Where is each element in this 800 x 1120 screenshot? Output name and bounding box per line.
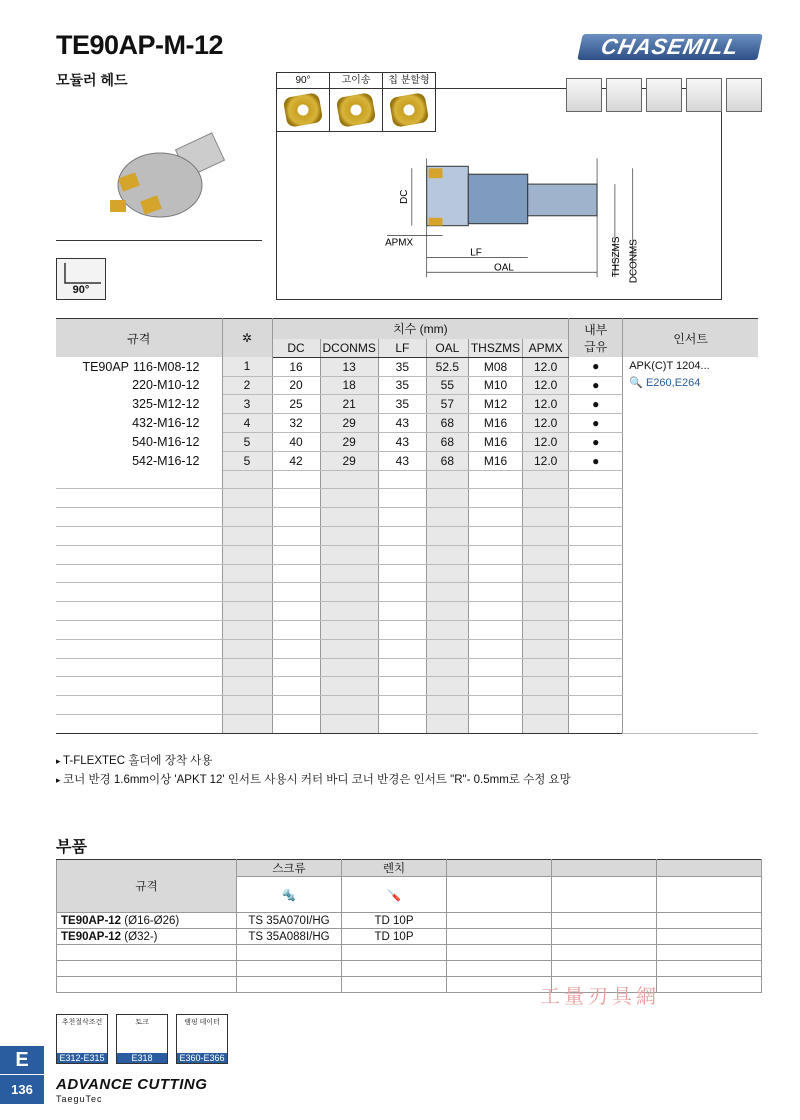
notes bbox=[56, 752, 571, 790]
header-teeth-icon: ✲ bbox=[222, 319, 272, 358]
spec-row: 540-M16-12 5 40 29 43 68 M16 12.0 ● bbox=[56, 432, 758, 451]
spec-row: 432-M16-12 4 32 29 43 68 M16 12.0 ● bbox=[56, 414, 758, 433]
label-dc: DC bbox=[398, 189, 410, 204]
angle-label: 90° bbox=[72, 284, 90, 296]
label-thszms: THSZMS bbox=[610, 236, 622, 278]
col-apmx: APMX bbox=[523, 339, 569, 358]
parts-row: TE90AP-12 (Ø16-Ø26) TS 35A070I/HG TD 10P bbox=[57, 913, 762, 929]
tool-diagram bbox=[276, 88, 722, 300]
header-coolant: 내부 급유 bbox=[569, 319, 623, 358]
page-subtitle: 모듈러 헤드 bbox=[56, 72, 128, 88]
header-insert: 인서트 bbox=[623, 319, 758, 358]
spec-row: 220-M10-12 2 20 18 35 55 M10 12.0 ● bbox=[56, 376, 758, 395]
magnifier-icon: 🔍 bbox=[629, 377, 643, 390]
col-thszms: THSZMS bbox=[468, 339, 522, 358]
insert-page-ref[interactable]: E260,E264 bbox=[645, 377, 701, 390]
col-lf: LF bbox=[378, 339, 426, 358]
watermark: 工量刃具網 bbox=[540, 986, 660, 1008]
header-spec: 규격 bbox=[56, 319, 222, 358]
spec-row: 542-M16-12 5 42 29 43 68 M16 12.0 ● bbox=[56, 451, 758, 470]
label-lf: LF bbox=[470, 247, 482, 259]
spec-row: 325-M12-12 3 25 21 35 57 M12 12.0 ● bbox=[56, 395, 758, 414]
page-title: TE90AP-M-12 bbox=[56, 30, 224, 60]
parts-col-screw: 스크류 bbox=[237, 860, 342, 877]
parts-col-wrench: 렌치 bbox=[342, 860, 447, 877]
insert-cell: APK(C)T 1204... 🔍 E260,E264 bbox=[623, 357, 758, 733]
ramping-icon bbox=[646, 78, 682, 112]
spec-row: TE90AP 116-M08-12 1 16 13 35 52.5 M08 12.0 ● APK(C)T 1204... 🔍 E260,E264 bbox=[56, 357, 758, 376]
label-dconms: DCONMS bbox=[628, 239, 640, 284]
page-number: 136 bbox=[0, 1074, 44, 1104]
header-dims: 치수 (mm) bbox=[272, 319, 569, 339]
torque-icon[interactable]: 토크 E318 bbox=[116, 1014, 168, 1064]
insert-tab-90: 90° bbox=[276, 72, 330, 132]
plunging-icon bbox=[686, 78, 722, 112]
col-dc: DC bbox=[272, 339, 320, 358]
slotting-icon bbox=[606, 78, 642, 112]
product-image bbox=[100, 120, 240, 230]
footer-brand: ADVANCE CUTTING bbox=[56, 1076, 208, 1093]
parts-header-spec: 규격 bbox=[57, 860, 237, 913]
shoulder-milling-icon bbox=[566, 78, 602, 112]
spec-table bbox=[56, 318, 758, 734]
angle-icon bbox=[57, 259, 105, 287]
angle-box bbox=[56, 258, 106, 300]
cutting-conditions-icon[interactable]: 추천절삭조건 E312-E315 bbox=[56, 1014, 108, 1064]
parts-table bbox=[56, 859, 762, 993]
footer-icons bbox=[56, 1014, 236, 1064]
note-item: ▸ T-FLEXTEC 홀더에 장착 사용 bbox=[56, 752, 571, 771]
helical-icon bbox=[726, 78, 762, 112]
col-oal: OAL bbox=[426, 339, 468, 358]
label-oal: OAL bbox=[494, 262, 514, 274]
wrench-icon: 🪛 bbox=[342, 877, 447, 913]
screw-icon: 🔩 bbox=[237, 877, 342, 913]
parts-title: 부품 bbox=[56, 839, 87, 856]
parts-row: TE90AP-12 (Ø32-) TS 35A088I/HG TD 10P bbox=[57, 929, 762, 945]
ramping-data-icon[interactable]: 램핑 데이터 E360-E366 bbox=[176, 1014, 228, 1064]
insert-tab-chip-split: 칩 분할형 bbox=[382, 72, 436, 132]
brand-logo: CHASEMILL bbox=[577, 34, 763, 60]
section-tab: E bbox=[0, 1046, 44, 1074]
note-item: ▸ 코너 반경 1.6mm이상 'APKT 12' 인서트 사용시 커터 바디 코너 반경은 인서트 "R"- 0.5mm로 수정 요망 bbox=[56, 771, 571, 790]
divider bbox=[56, 240, 262, 241]
operation-icons bbox=[566, 78, 766, 112]
col-dconms: DCONMS bbox=[320, 339, 378, 358]
label-apmx: APMX bbox=[385, 237, 414, 249]
footer-company: TaeguTec bbox=[56, 1094, 103, 1104]
insert-tab-high-feed: 고이송 bbox=[329, 72, 383, 132]
